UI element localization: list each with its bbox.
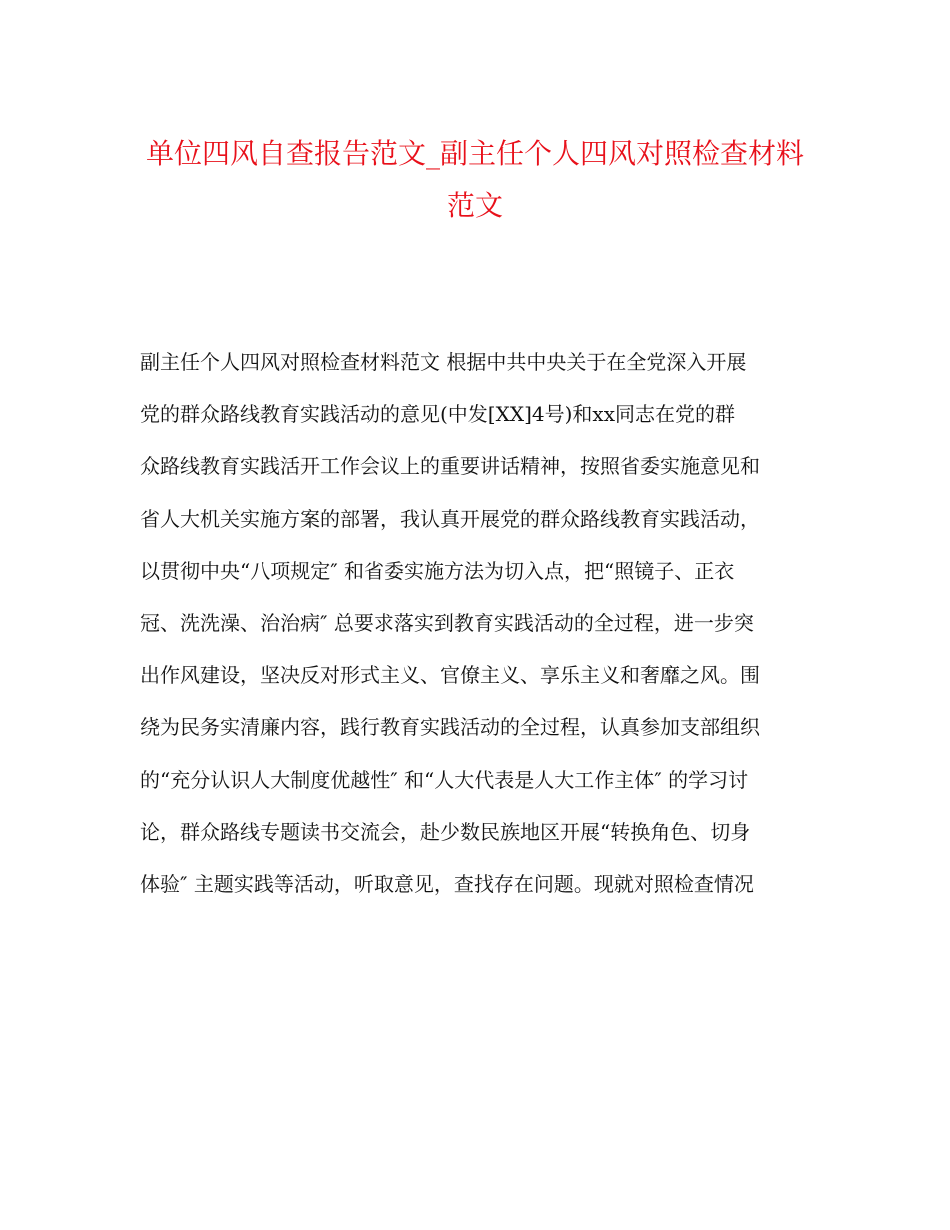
paragraph-line: 体验″ 主题实践等活动，听取意见，查找存在问题。现就对照检查情况 xyxy=(140,871,754,896)
paragraph-line: 以贯彻中央“八项规定″ 和省委实施方法为切入点，把“照镜子、正衣 xyxy=(140,558,735,583)
document-title xyxy=(120,128,830,232)
paragraph-line: 众路线教育实践活开工作会议上的重要讲话精神，按照省委实施意见和 xyxy=(140,454,760,479)
paragraph-line: 论，群众路线专题读书交流会，赴少数民族地区开展“转换角色、切身 xyxy=(140,819,751,844)
paragraph-line: 的“充分认识人大制度优越性″ 和“人大代表是人大工作主体″ 的学习讨 xyxy=(140,767,749,792)
paragraph-line: 省人大机关实施方案的部署，我认真开展党的群众路线教育实践活动， xyxy=(140,506,760,531)
paragraph-line: 冠、洗洗澡、治治病″ 总要求落实到教育实践活动的全过程，进一步突 xyxy=(140,610,754,635)
paragraph-line: 党的群众路线教育实践活动的意见(中发[XX]4号)和xx同志在党的群 xyxy=(140,402,735,427)
title-line-2: 范文 xyxy=(446,189,503,222)
title-line-1: 单位四风自查报告范文_副主任个人四风对照检查材料 xyxy=(145,137,804,170)
paragraph-line: 副主任个人四风对照检查材料范文 根据中共中央关于在全党深入开展 xyxy=(140,350,747,374)
paragraph-line: 绕为民务实清廉内容，践行教育实践活动的全过程，认真参加支部组织 xyxy=(140,715,760,740)
paragraph-line: 出作风建设，坚决反对形式主义、官僚主义、享乐主义和奢靡之风。围 xyxy=(140,663,760,688)
body-paragraph xyxy=(140,336,814,910)
